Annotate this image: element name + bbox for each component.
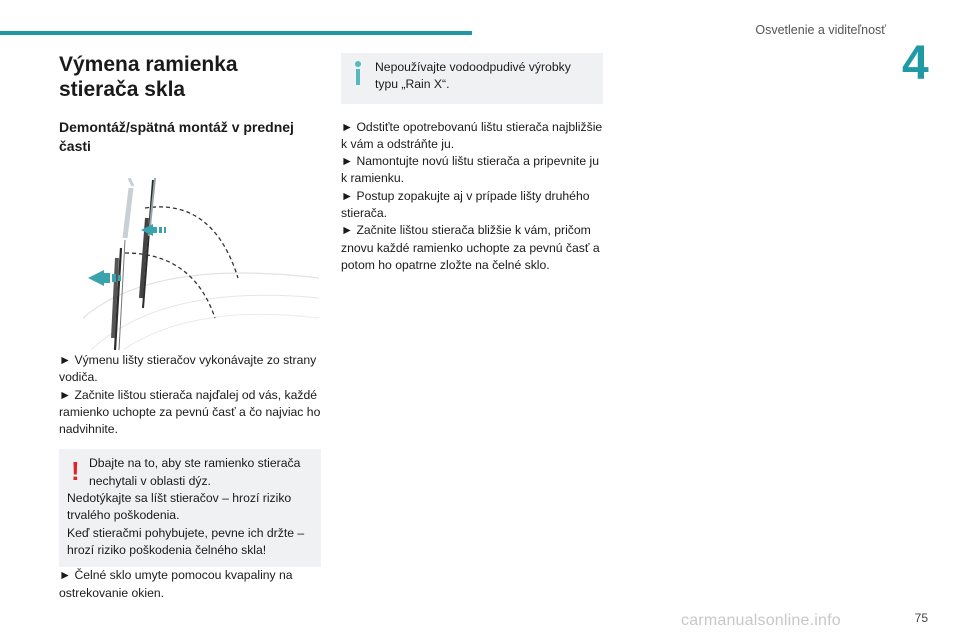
left-column <box>59 52 321 602</box>
step-text: ► Odstiťte opotrebovanú lištu stierača najbližšie k vám a odstráňte ju. <box>341 119 603 151</box>
info-icon <box>354 61 362 85</box>
step-text: ► Namontujte novú lištu stierača a pripevnite ju k ramienku. <box>341 154 599 186</box>
page-title: Výmena ramienka stierača skla <box>59 53 238 101</box>
step-text: ► Začnite lištou stierača najďalej od vás, každé ramienko uchopte za pevnú časť a čo najviac ho nadvihnite. <box>59 387 321 437</box>
info-box <box>341 53 603 104</box>
warning-text: Nedotýkajte sa líšt stieračov – hrozí riziko trvalého poškodenia. <box>67 491 292 523</box>
exclamation-warning-icon: ! <box>71 456 80 487</box>
info-text: Nepoužívajte vodoodpudivé výrobky typu „Rain X“. <box>375 60 571 92</box>
warning-text: Dbajte na to, aby ste ramienko stierača nechytali v oblasti dýz. <box>89 456 301 488</box>
warning-box <box>59 449 321 567</box>
watermark-text: carmanualsonline.info <box>681 612 841 629</box>
right-column <box>341 52 603 274</box>
step-text: ► Výmenu lišty stieračov vykonávajte zo strany vodiča. <box>59 353 317 385</box>
step-text: ► Čelné sklo umyte pomocou kvapaliny na ostrekovanie okien. <box>59 568 293 600</box>
header-accent-bar <box>0 31 472 35</box>
step-text: ► Začnite lištou stierača bližšie k vám, pričom znovu každé ramienko uchopte za pevnú časť a potom ho opatrne zložte na čelné sklo. <box>341 223 600 272</box>
wiper-blade-removal-illustration <box>83 178 319 350</box>
step-text: ► Postup zopakujte aj v prípade lišty druhého stierača. <box>341 188 590 221</box>
page-number: 75 <box>914 611 928 625</box>
section-title: Osvetlenie a viditeľnosť <box>755 23 886 37</box>
section-subtitle: Demontáž/spätná montáž v prednej časti <box>59 119 294 154</box>
warning-text: Keď stieračmi pohybujete, pevne ich držte – hrozí riziko poškodenia čelného skla! <box>67 525 305 557</box>
chapter-number: 4 <box>902 37 929 90</box>
wiper-illustration-svg <box>83 178 319 350</box>
